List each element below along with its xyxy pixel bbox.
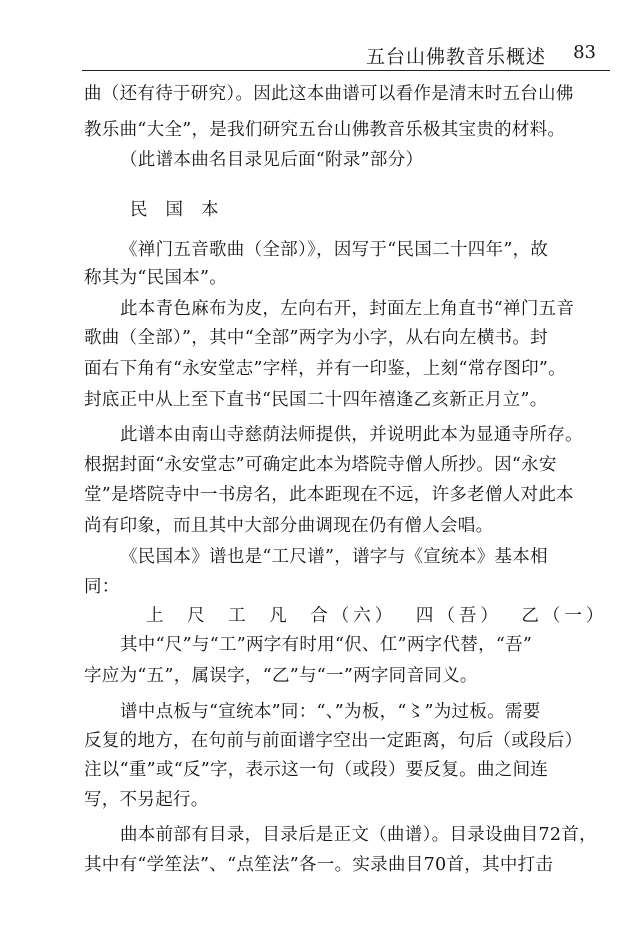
notation-symbols: 上 尺 工 凡 合（六） 四（吾） 乙（一） (146, 606, 608, 626)
text-line: 封底正中从上至下直书“民国二十四年禧逢乙亥新正月立”。 (84, 390, 548, 410)
text-line: 曲（还有待于研究）。因此这本曲谱可以看作是清末时五台山佛 (84, 84, 574, 104)
text-line: 称其为“民国本”。 (84, 268, 228, 288)
text-line: 曲本前部有目录，目录后是正文（曲谱）。目录设曲目72首， (120, 825, 597, 845)
text-line: 歌曲（全部）”，其中“全部”两字为小字，从右向左横书。封 (84, 328, 548, 348)
text-line: （此谱本曲名目录见后面“附录”部分） (120, 150, 424, 170)
text-line: 反复的地方，在句前与前面谱字空出一定距离，句后（或段后） (84, 731, 583, 751)
text-line: 其中“尺”与“工”两字有时用“伬、仜”两字代替，“吾” (120, 635, 533, 655)
text-line: 写，不另起行。 (84, 790, 209, 810)
running-header (0, 42, 600, 70)
text-line: 字应为“五”，属误字，“乙”与“一”两字同音同义。 (84, 666, 478, 686)
text-line: 尚有印象，而且其中大部分曲调现在仍有僧人会唱。 (84, 516, 494, 536)
text-line: 教乐曲“大全”，是我们研究五台山佛教音乐极其宝贵的材料。 (84, 120, 566, 140)
section-heading: 民国本 (130, 200, 237, 220)
text-line: 《民国本》谱也是“工尺谱”，谱字与《宣统本》基本相 (120, 547, 548, 567)
text-line: 同： (84, 577, 120, 597)
page-number: 83 (573, 42, 596, 63)
text-line: 《禅门五音歌曲（全部）》，因写于“民国二十四年”，故 (120, 240, 549, 260)
text-line: 其中有“学笙法”、“点笙法”各一。实录曲目70首，其中打击 (84, 855, 554, 875)
text-line: 谱中点板与“宣统本”同：“、”为板，“〻”为过板。需要 (120, 702, 541, 722)
header-rule (82, 70, 610, 71)
header-title: 五台山佛教音乐概述 (365, 46, 546, 68)
text-line: 注以“重”或“反”字，表示这一句（或段）要反复。曲之间连 (84, 760, 549, 780)
text-line: 此本青色麻布为皮，左向右开，封面左上角直书“禅门五音 (120, 299, 575, 319)
text-line: 此谱本由南山寺慈荫法师提供，并说明此本为显通寺所存。 (120, 425, 583, 445)
text-line: 根据封面“永安堂志”可确定此本为塔院寺僧人所抄。因“永安 (84, 455, 557, 475)
text-line: 面右下角有“永安堂志”字样，并有一印鉴，上刻“常存图印”。 (84, 359, 566, 379)
text-line: 堂”是塔院寺中一书房名，此本距现在不远，许多老僧人对此本 (84, 485, 574, 505)
